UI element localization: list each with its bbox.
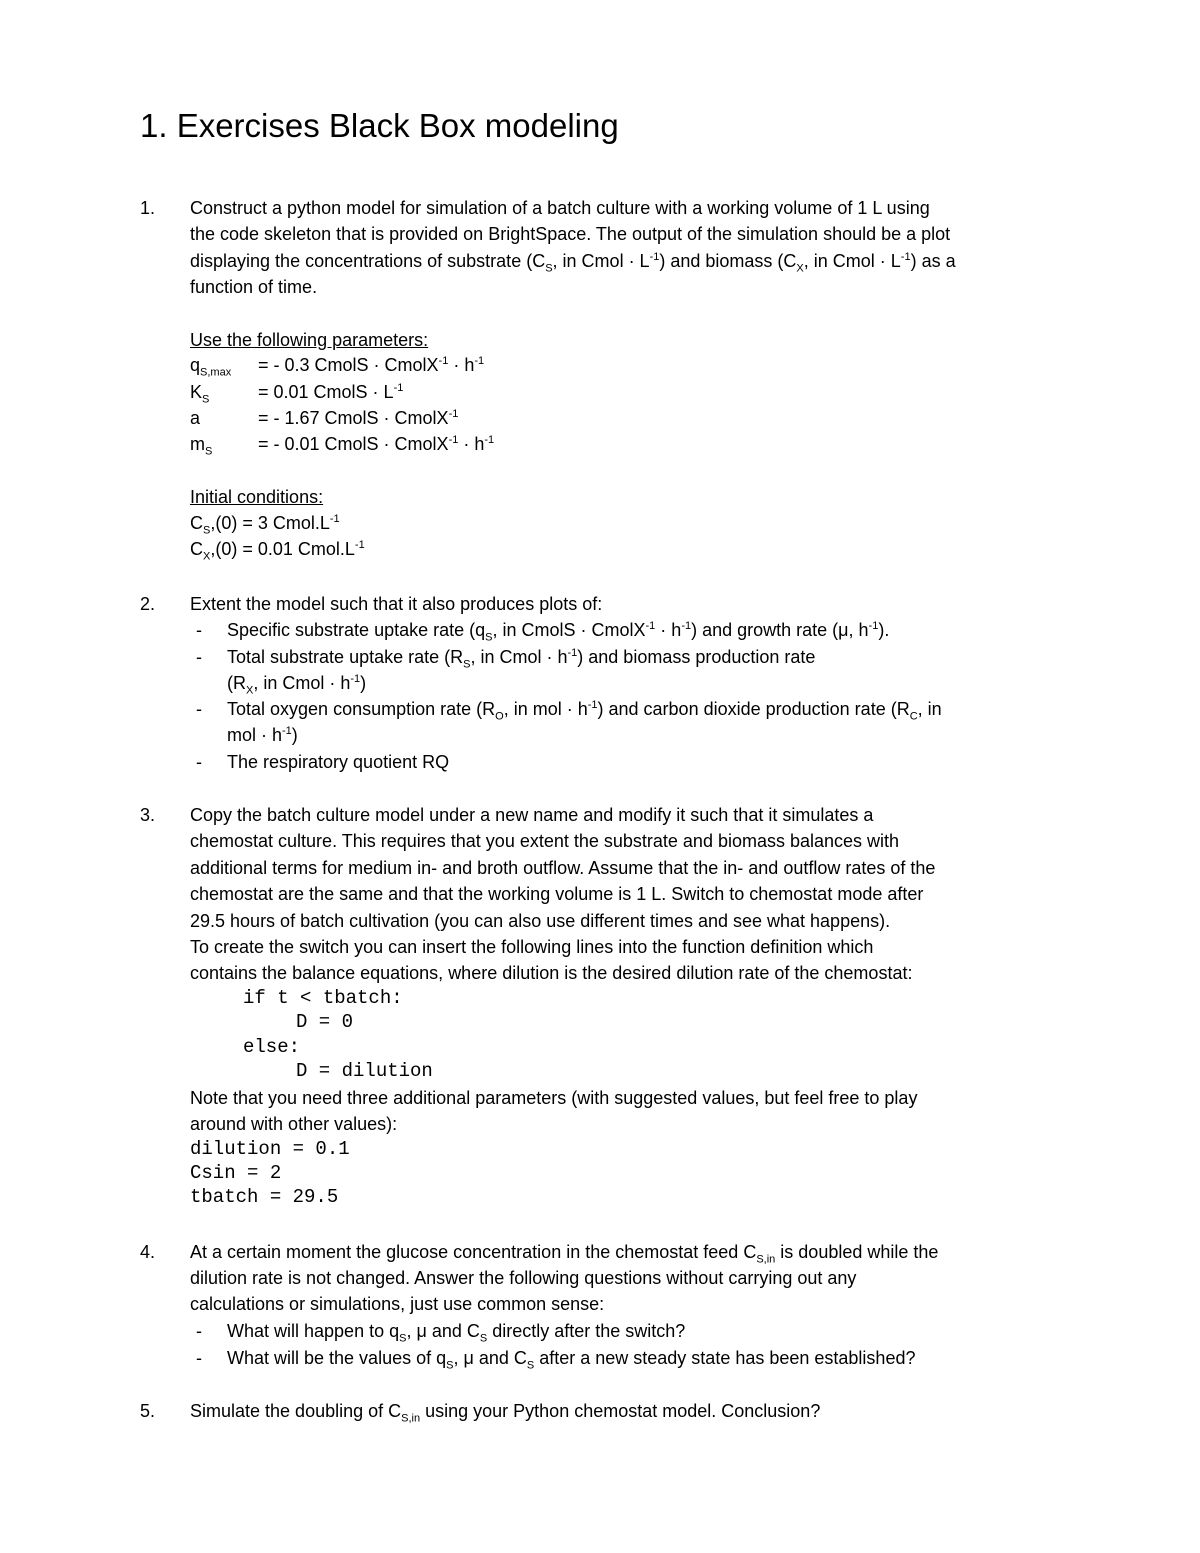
q2-number: 2. — [140, 594, 156, 614]
q1-line-4: function of time. — [190, 277, 318, 297]
q3-line-7: contains the balance equations, where dilution is the desired dilution rate of the chemostat: — [190, 963, 913, 983]
code-param-tbatch: tbatch = 29.5 — [190, 1186, 339, 1208]
code-line-if: if t < tbatch: — [243, 987, 403, 1009]
q3-line-2: chemostat culture. This requires that you extent the substrate and biomass balances with — [190, 831, 900, 851]
q1-line-2: the code skeleton that is provided on BrightSpace. The output of the simulation should be a plot — [190, 224, 951, 244]
q2-bullet-3-cont: mol · $h^{-1}$) — [227, 725, 298, 745]
q4-number: 4. — [140, 1242, 156, 1262]
page-title: 1. Exercises Black Box modeling — [140, 107, 619, 144]
q1-line-3: displaying the concentrations of substrate ($C_S$, in Cmol · $L^{-1}$) and biomass ($C_X$, in Cmol · $L^{-1}$) as a — [190, 251, 956, 275]
code-line-else: else: — [243, 1036, 301, 1058]
param-ks-value: = 0.01 CmolS · $L^{-1}$ — [258, 382, 404, 402]
q2-bullet-3: Total oxygen consumption rate ($R_O$, in mol · $h^{-1}$) and carbon dioxide production rate ($R_C$, in — [227, 699, 942, 723]
bullet-dash: - — [196, 752, 202, 772]
initial-cx: $C_X,(0) = 0.01$ $Cmol.L^{-1}$ — [190, 539, 365, 563]
bullet-dash: - — [196, 699, 202, 719]
q4-line-2: dilution rate is not changed. Answer the following questions without carrying out any — [190, 1268, 857, 1288]
q1-number: 1. — [140, 198, 156, 218]
code-line-d-zero: D = 0 — [296, 1011, 354, 1033]
param-qsmax-label: $q_{S,max}$ — [190, 355, 232, 379]
q3-note-1: Note that you need three additional parameters (with suggested values, but feel free to play — [190, 1088, 918, 1108]
q4-bullet-2: What will be the values of $q_S$, μ and $C_S$ after a new steady state has been established? — [227, 1348, 916, 1372]
q2-bullet-2: Total substrate uptake rate ($R_S$, in Cmol · $h^{-1}$) and biomass production rate — [227, 647, 816, 671]
q4-line-1: At a certain moment the glucose concentration in the chemostat feed $C_{S,in}$ is doubled while the — [190, 1242, 939, 1266]
q2-bullet-4: The respiratory quotient RQ — [227, 752, 450, 772]
code-line-d-dilution: D = dilution — [296, 1060, 433, 1082]
q5-number: 5. — [140, 1401, 156, 1421]
q3-line-3: additional terms for medium in- and broth outflow. Assume that the in- and outflow rates of the — [190, 858, 936, 878]
bullet-dash: - — [196, 647, 202, 667]
q3-line-1: Copy the batch culture model under a new name and modify it such that it simulates a — [190, 805, 874, 825]
q3-line-6: To create the switch you can insert the following lines into the function definition which — [190, 937, 874, 957]
q5-line-1: Simulate the doubling of $C_{S,in}$ using your Python chemostat model. Conclusion? — [190, 1401, 821, 1425]
bullet-dash: - — [196, 1348, 202, 1368]
q3-number: 3. — [140, 805, 156, 825]
code-param-csin: Csin = 2 — [190, 1162, 282, 1184]
q4-line-3: calculations or simulations, just use common sense: — [190, 1294, 605, 1314]
param-a-label: a — [190, 408, 201, 428]
code-param-dilution: dilution = 0.1 — [190, 1138, 350, 1160]
param-ms-value: = - 0.01 CmolS · CmolX$^{-1}$ · $h^{-1}$ — [258, 434, 495, 454]
q2-bullet-2-cont: ($R_X$, in Cmol · $h^{-1}$) — [227, 673, 367, 697]
param-ms-label: $m_S$ — [190, 434, 213, 458]
q2-bullet-1: Specific substrate uptake rate ($q_S$, in CmolS · CmolX$^{-1}$ · $h^{-1}$) and growth rate (μ, $h^{-1}$). — [227, 620, 890, 644]
param-qsmax-value: = - 0.3 CmolS · CmolX$^{-1}$ · $h^{-1}$ — [258, 355, 485, 375]
parameters-heading: Use the following parameters: — [190, 330, 429, 350]
initial-conditions-heading: Initial conditions: — [190, 487, 324, 507]
q3-line-4: chemostat are the same and that the working volume is 1 L. Switch to chemostat mode after — [190, 884, 924, 904]
q3-line-5: 29.5 hours of batch cultivation (you can also use different times and see what happens). — [190, 911, 891, 931]
bullet-dash: - — [196, 620, 202, 640]
initial-cs: $C_S,(0) = 3$ $Cmol.L^{-1}$ — [190, 513, 340, 537]
q1-line-1: Construct a python model for simulation of a batch culture with a working volume of 1 L using — [190, 198, 930, 218]
bullet-dash: - — [196, 1321, 202, 1341]
param-a-value: = - 1.67 CmolS · CmolX$^{-1}$ — [258, 408, 459, 428]
q4-bullet-1: What will happen to $q_S$, μ and $C_S$ directly after the switch? — [227, 1321, 686, 1345]
q3-note-2: around with other values): — [190, 1114, 398, 1134]
q2-intro: Extent the model such that it also produces plots of: — [190, 594, 603, 614]
param-ks-label: $K_S$ — [190, 382, 210, 406]
